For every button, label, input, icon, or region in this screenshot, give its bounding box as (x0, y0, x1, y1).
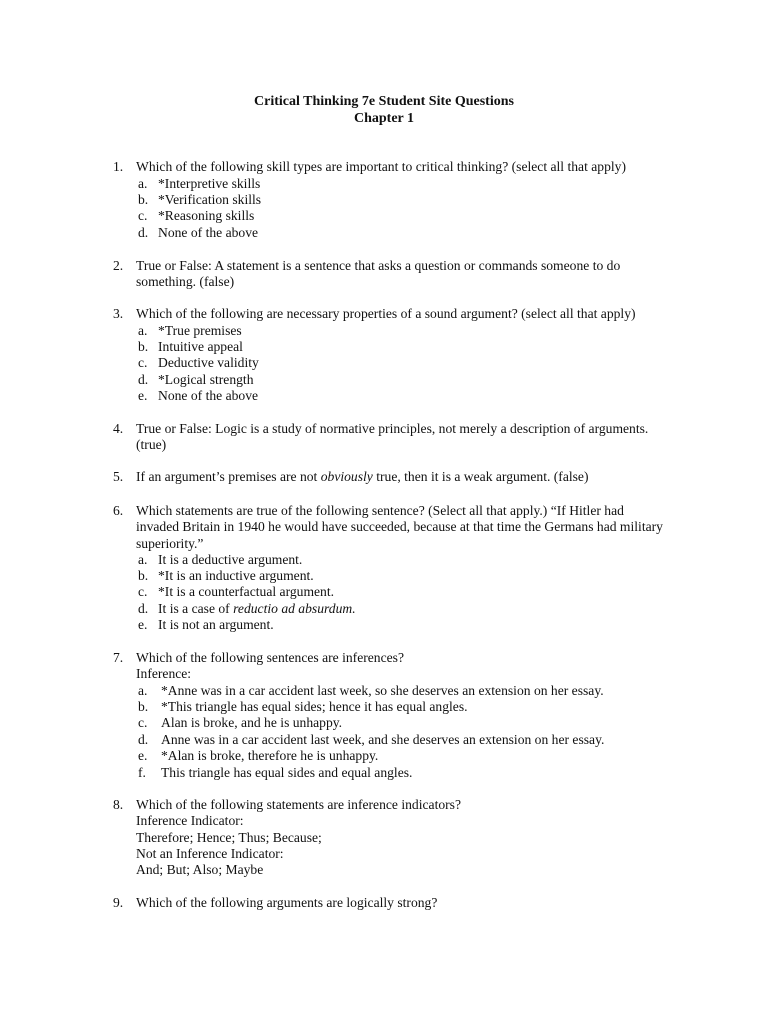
option-3d: d. *Logical strength (138, 372, 254, 387)
emphasis: reductio ad absurdum. (233, 601, 356, 616)
question-text: Which of the following skill types are important to critical thinking? (select all that apply) (136, 159, 626, 174)
question-text: If an argument’s premises are not obviously true, then it is a weak argument. (false) (136, 469, 589, 484)
option-1a: a. *Interpretive skills (138, 176, 261, 191)
option-3a: a. *True premises (138, 323, 242, 338)
emphasis: obviously (320, 469, 373, 484)
question-text: Which of the following statements are inference indicators? Inference Indicator: Therefore; Hence; Thus; Because; Not an Inference Indicator: And; But; Also; Maybe (136, 797, 461, 878)
option-1c: c. *Reasoning skills (138, 208, 255, 223)
question-number: 8. (113, 797, 124, 812)
option-7f: f. This triangle has equal sides and equal angles. (138, 765, 413, 780)
question-number: 7. (113, 650, 124, 665)
option-3c: c. Deductive validity (138, 355, 259, 370)
question-number: 2. (113, 258, 124, 273)
option-6a: a. It is a deductive argument. (138, 552, 303, 567)
option-6b: b. *It is an inductive argument. (138, 568, 314, 583)
question-text: Which of the following arguments are logically strong? (136, 895, 438, 910)
question-text: True or False: Logic is a study of normative principles, not merely a description of arguments. (true) (136, 421, 649, 453)
option-6c: c. *It is a counterfactual argument. (138, 584, 335, 599)
question-number: 3. (113, 306, 124, 321)
option-7e: e. *Alan is broke, therefore he is unhappy. (138, 748, 379, 763)
question-number: 5. (113, 469, 124, 484)
question-number: 9. (113, 895, 124, 910)
option-7a: a. *Anne was in a car accident last week, so she deserves an extension on her essay. (138, 683, 604, 698)
question-text: Which statements are true of the following sentence? (Select all that apply.) “If Hitler had invaded Britain in 1940 he would have succeeded, because at that time the Germans had military superiority.” (136, 503, 663, 551)
option-1b: b. *Verification skills (138, 192, 262, 207)
question-text: True or False: A statement is a sentence that asks a question or commands someone to do something. (false) (136, 258, 621, 290)
option-3e: e. None of the above (138, 388, 259, 403)
option-6e: e. It is not an argument. (138, 617, 274, 632)
document-title: Critical Thinking 7e Student Site Questions (254, 94, 514, 109)
question-number: 4. (113, 421, 124, 436)
question-number: 6. (113, 503, 124, 518)
option-7b: b. *This triangle has equal sides; hence it has equal angles. (138, 699, 468, 714)
option-3b: b. Intuitive appeal (138, 339, 243, 354)
option-7c: c. Alan is broke, and he is unhappy. (138, 715, 343, 730)
option-1d: d. None of the above (138, 225, 259, 240)
option-7d: d. Anne was in a car accident last week, and she deserves an extension on her essay. (138, 732, 605, 747)
option-6d: d. It is a case of reductio ad absurdum. (138, 601, 356, 616)
question-text: Which of the following are necessary properties of a sound argument? (select all that apply) (136, 306, 636, 321)
question-number: 1. (113, 159, 124, 174)
question-text: Which of the following sentences are inferences? Inference: (136, 650, 404, 682)
chapter-heading: Chapter 1 (353, 111, 415, 126)
